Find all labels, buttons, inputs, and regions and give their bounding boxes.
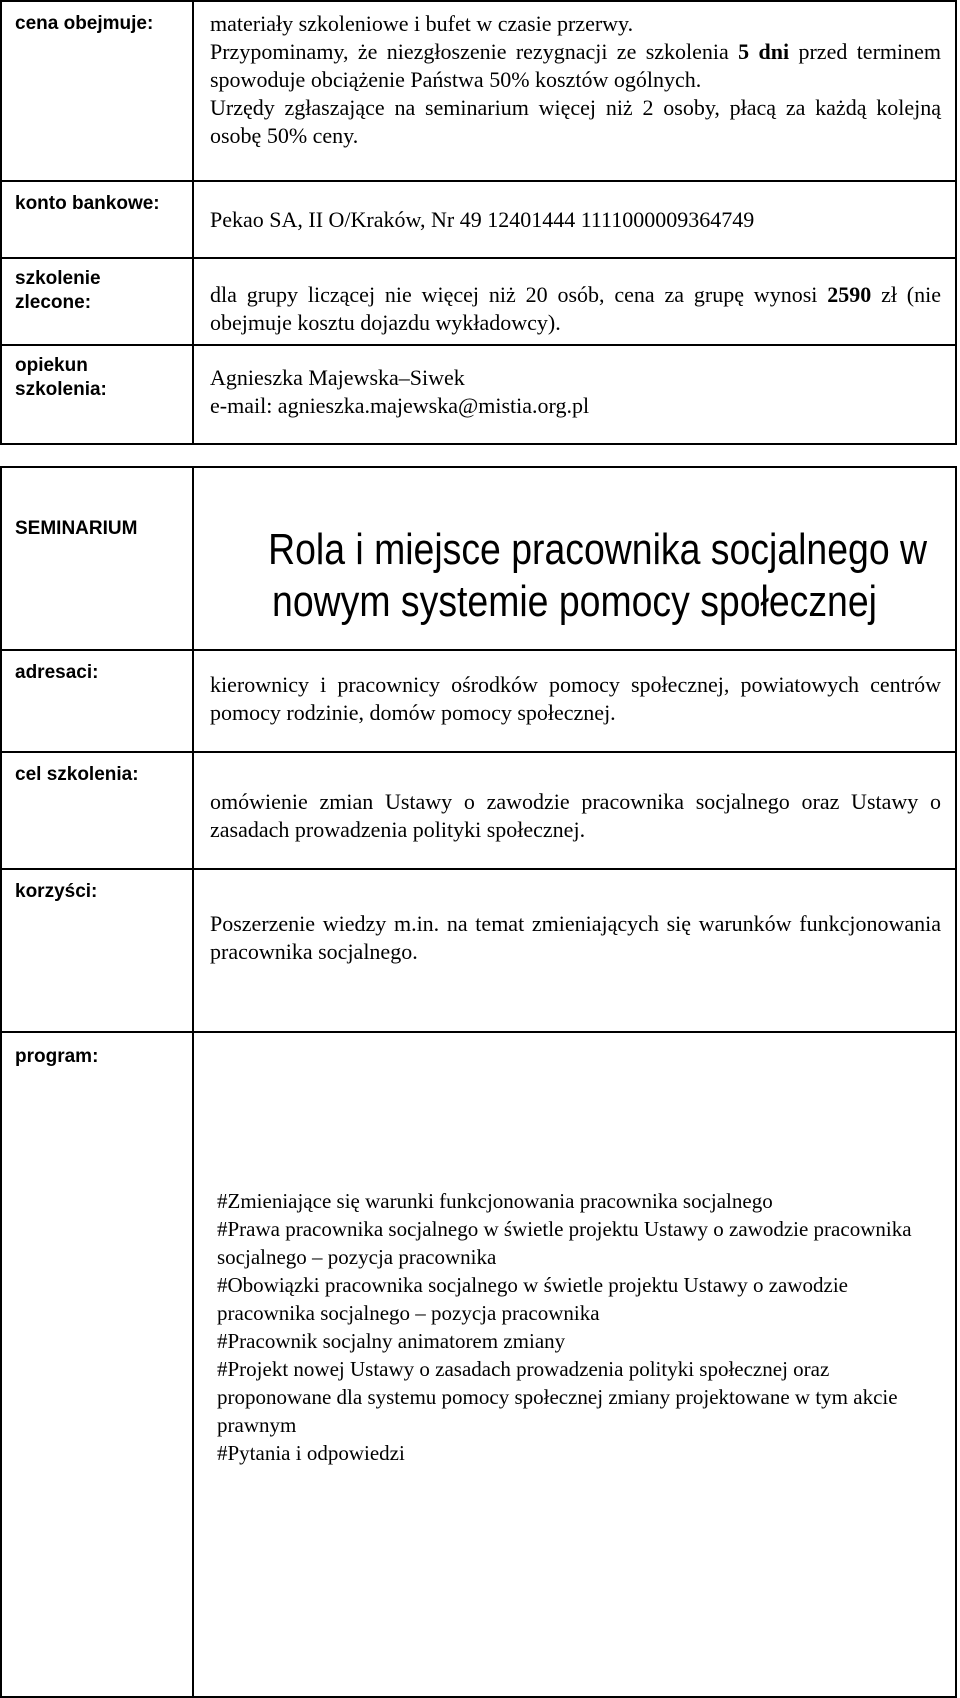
row-coordinator — [1, 345, 956, 444]
value-cell — [193, 650, 956, 752]
info-table — [0, 0, 957, 445]
row-ordered — [1, 258, 956, 345]
seminar-title: Rola i miejsce pracownika socjalnego w nowym systemie pomocy społecznej — [268, 525, 928, 626]
price-label: cena obejmuje: — [15, 13, 154, 34]
label-cell — [1, 869, 193, 1032]
ordered-label: szkolenie zlecone: — [15, 268, 101, 313]
program-item: #Pracownik socjalny animatorem zmiany — [217, 1329, 566, 1353]
label-cell — [1, 467, 193, 650]
program-item: #Obowiązki pracownika socjalnego w świetle projektu Ustawy o zawodzie pracownika socjalnego – pozycja pracownika — [217, 1273, 848, 1325]
label-cell — [1, 752, 193, 869]
coordinator-label: opiekun szkolenia: — [15, 355, 107, 400]
seminar-label: SEMINARIUM — [15, 518, 138, 539]
value-cell — [193, 181, 956, 258]
goal-text: omówienie zmian Ustawy o zawodzie pracownika socjalnego oraz Ustawy o zasadach prowadzenia polityki społecznej. — [210, 789, 941, 842]
row-goal — [1, 752, 956, 869]
program-list — [194, 1033, 955, 1467]
cancellation-note: Przypominamy, że niezgłoszenie rezygnacji ze szkolenia 5 dni przed terminem spowoduje obciążenie Państwa 50% kosztów ogólnych. — [210, 39, 941, 92]
seminar-table — [0, 466, 957, 1698]
row-audience — [1, 650, 956, 752]
label-cell — [1, 181, 193, 258]
price-includes-text: materiały szkoleniowe i bufet w czasie przerwy. — [210, 11, 634, 36]
program-item: #Projekt nowej Ustawy o zasadach prowadzenia polityki społecznej oraz proponowane dla systemu pomocy społecznej zmiany projektowane w tym akcie prawnym — [217, 1357, 898, 1437]
goal-label: cel szkolenia: — [15, 764, 139, 785]
label-cell — [1, 258, 193, 345]
value-cell — [193, 345, 956, 444]
row-bank — [1, 181, 956, 258]
value-cell — [193, 869, 956, 1032]
program-label: program: — [15, 1046, 99, 1067]
value-cell — [193, 1, 956, 181]
row-program — [1, 1032, 956, 1697]
title-cell — [193, 467, 956, 650]
program-item: #Prawa pracownika socjalnego w świetle projektu Ustawy o zawodzie pracownika socjalnego – pozycja pracownika — [217, 1217, 912, 1269]
bank-label: konto bankowe: — [15, 193, 160, 214]
ordered-text: dla grupy liczącej nie więcej niż 20 osób, cena za grupę wynosi 2590 zł (nie obejmuje kosztu dojazdu wykładowcy). — [210, 282, 941, 335]
discount-note: Urzędy zgłaszające na seminarium więcej niż 2 osoby, płacą za każdą kolejną osobę 50% ceny. — [210, 95, 941, 148]
label-cell — [1, 1, 193, 181]
coordinator-email[interactable]: e-mail: agnieszka.majewska@mistia.org.pl — [210, 393, 590, 418]
row-price — [1, 1, 956, 181]
benefits-text: Poszerzenie wiedzy m.in. na temat zmieniających się warunków funkcjonowania pracownika socjalnego. — [210, 911, 941, 964]
program-cell — [193, 1032, 956, 1697]
label-cell — [1, 345, 193, 444]
audience-text: kierownicy i pracownicy ośrodków pomocy społecznej, powiatowych centrów pomocy rodzinie, domów pomocy społecznej. — [210, 672, 941, 725]
value-cell — [193, 258, 956, 345]
row-benefits — [1, 869, 956, 1032]
row-seminar-title — [1, 467, 956, 650]
label-cell — [1, 1032, 193, 1697]
benefits-label: korzyści: — [15, 881, 98, 902]
program-item: #Zmieniające się warunki funkcjonowania pracownika socjalnego — [217, 1189, 773, 1213]
bank-account: Pekao SA, II O/Kraków, Nr 49 12401444 1111000009364749 — [210, 207, 755, 232]
value-cell — [193, 752, 956, 869]
program-item: #Pytania i odpowiedzi — [217, 1441, 405, 1465]
audience-label: adresaci: — [15, 662, 99, 683]
coordinator-name: Agnieszka Majewska–Siwek — [210, 365, 465, 390]
label-cell — [1, 650, 193, 752]
